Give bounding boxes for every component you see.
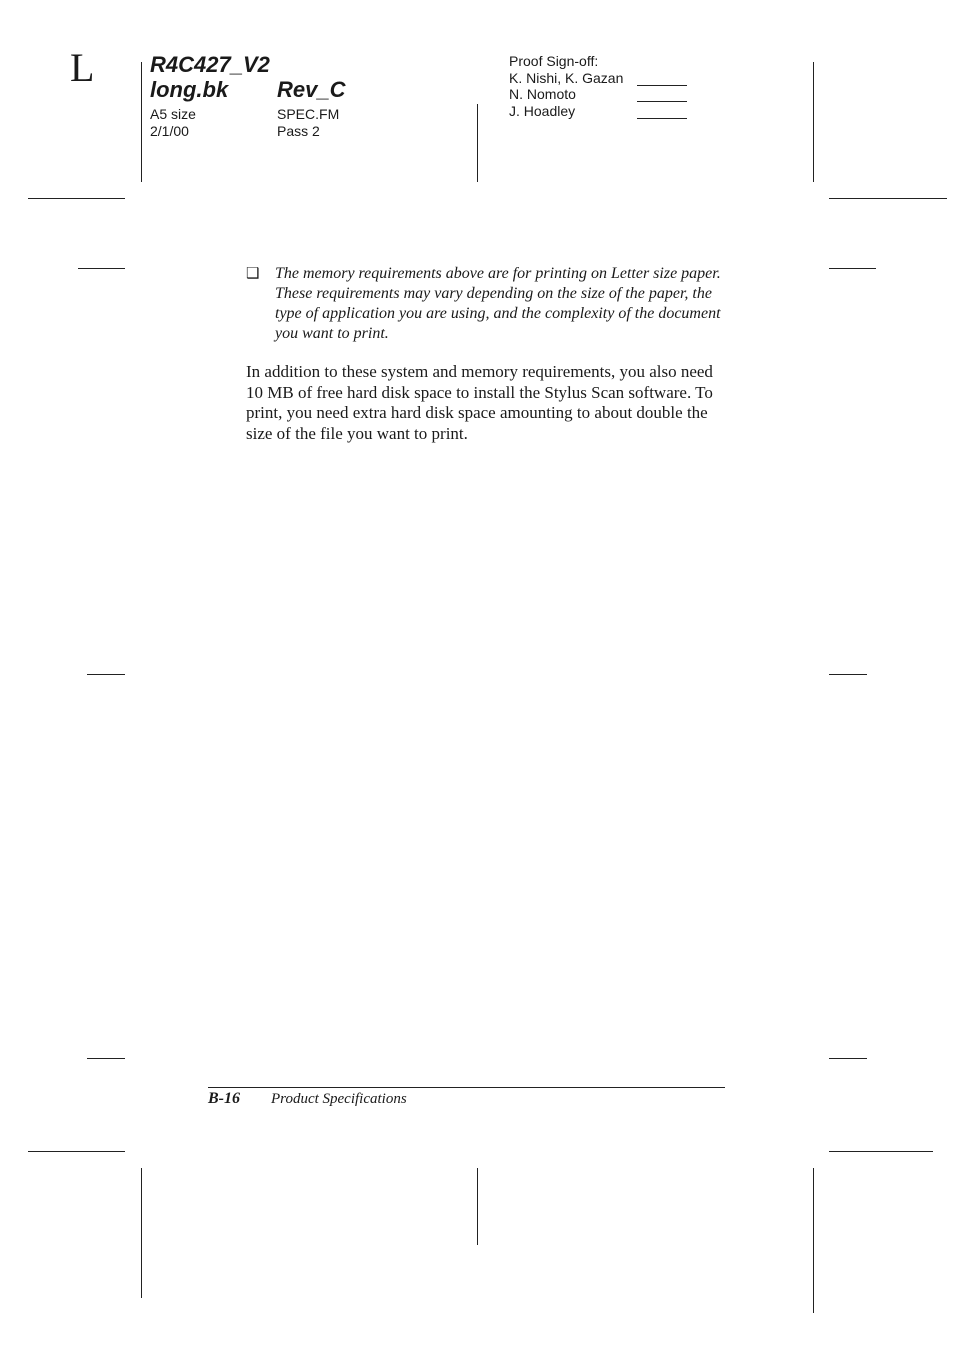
body-paragraph: In addition to these system and memory requirements, you also need 10 MB of free hard disk space to install the Stylus Scan software. To print, you need extra hard disk space amounting to about double the size of the file you want to print. (246, 362, 713, 443)
signature-line (637, 85, 687, 86)
crop-mark-bottom-left-vertical (141, 1168, 142, 1298)
doc-date: 2/1/00 (150, 123, 189, 139)
page-size: A5 size (150, 106, 196, 122)
crop-mark-top-center-vertical (477, 104, 478, 182)
note-item (246, 264, 726, 344)
running-footer-title: Product Specifications (271, 1091, 407, 1107)
crop-mark-bottom-center-vertical (477, 1168, 478, 1245)
footer-rule (208, 1087, 725, 1088)
margin-mark-left-3 (87, 1058, 125, 1059)
margin-mark-left-1 (78, 268, 125, 269)
doc-code: R4C427_V2 (150, 52, 270, 77)
crop-mark-bottom-left-horizontal (28, 1151, 125, 1152)
crop-mark-top-right-horizontal (829, 198, 947, 199)
proof-signer: J. Hoadley (509, 103, 576, 119)
crop-mark-bottom-right-vertical (813, 1168, 814, 1313)
note-text: The memory requirements above are for printing on Letter size paper. These requirements may vary depending on the size of the paper, the type of application you are using, and the complexity of the document you want to print. (275, 265, 721, 342)
crop-mark-bottom-right-horizontal (829, 1151, 933, 1152)
pass-number: Pass 2 (277, 123, 320, 139)
margin-mark-right-3 (829, 1058, 867, 1059)
margin-mark-right-2 (829, 674, 867, 675)
signature-line (637, 101, 687, 102)
revision: Rev_C (277, 77, 346, 102)
checkbox-bullet-icon: ❑ (246, 266, 260, 282)
page-number: B-16 (208, 1090, 240, 1107)
file-name: SPEC.FM (277, 106, 340, 122)
crop-mark-top-left-vertical (141, 62, 142, 182)
signature-line (637, 118, 687, 119)
section-letter: L (70, 45, 95, 90)
book-file: long.bk (150, 77, 229, 102)
margin-mark-left-2 (87, 674, 125, 675)
proof-signer: K. Nishi, K. Gazan (509, 70, 624, 86)
margin-mark-right-1 (829, 268, 876, 269)
crop-mark-top-right-vertical (813, 62, 814, 182)
proof-signoff-title: Proof Sign-off: (509, 53, 599, 69)
proof-signer: N. Nomoto (509, 86, 576, 102)
crop-mark-top-left-horizontal (28, 198, 125, 199)
